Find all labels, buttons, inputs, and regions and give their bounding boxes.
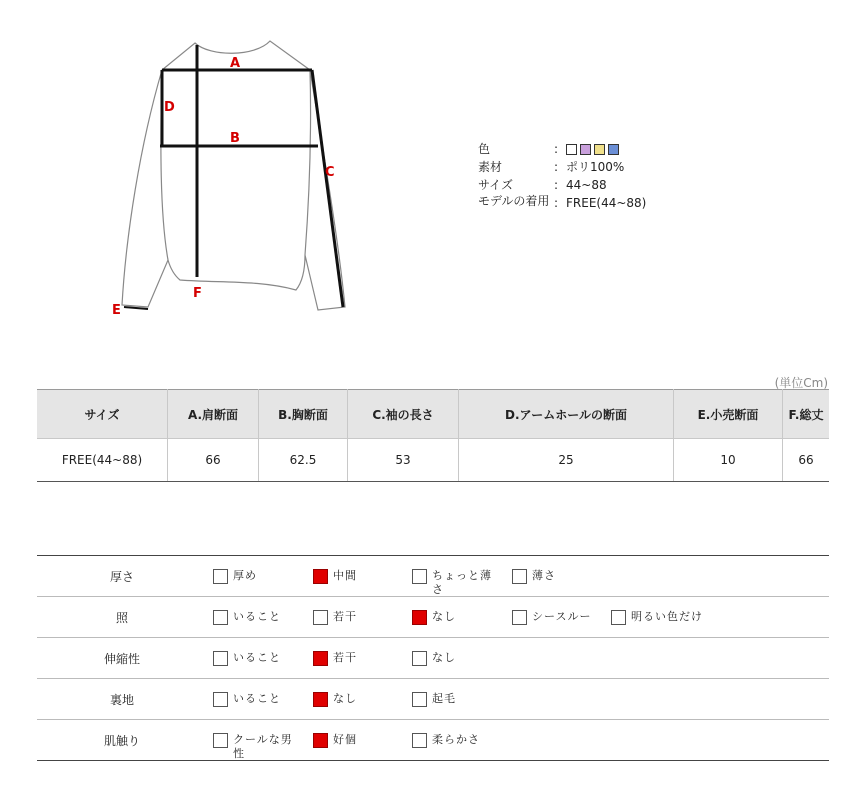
info-row-size [478,176,698,194]
table-cell: 62.5 [259,439,348,482]
color-swatch [580,144,591,155]
option[interactable] [412,569,512,597]
property-checklist [37,555,829,761]
label-a: A [230,56,241,71]
checkbox[interactable] [412,733,427,748]
option-label: いること [233,651,281,664]
option[interactable] [313,692,413,707]
label-b: B [230,131,240,146]
option[interactable] [213,569,313,584]
checkbox[interactable] [412,651,427,666]
info-colon: : [554,160,559,174]
option-label: なし [333,692,357,705]
property-row-stretch [37,638,829,679]
option-label: 厚め [233,569,257,582]
garment-diagram [100,35,360,325]
info-key: 色 [478,142,491,156]
checkbox[interactable] [412,569,427,584]
checkbox[interactable] [512,610,527,625]
option[interactable] [213,733,313,761]
table-cell: 25 [459,439,674,482]
option[interactable] [213,651,313,666]
option[interactable] [412,692,512,707]
property-label: 伸縮性 [103,652,140,666]
option-label: ちょっと薄さ [432,569,492,596]
checkbox[interactable] [611,610,626,625]
checkbox[interactable] [313,733,328,748]
header-cell: D.アームホールの断面 [459,390,674,439]
table-cell: 10 [674,439,783,482]
option[interactable] [313,651,413,666]
label-f: F [193,286,202,301]
checkbox[interactable] [412,692,427,707]
info-colon: : [554,142,559,156]
table-row [37,439,829,482]
checkbox[interactable] [213,569,228,584]
option[interactable] [412,733,512,748]
option-label: なし [432,610,456,623]
checkbox[interactable] [313,692,328,707]
info-value: ポリ100% [566,160,625,174]
measure-line-c [312,70,343,307]
checkbox[interactable] [313,610,328,625]
header-cell: F.総丈 [783,390,830,439]
option[interactable] [313,733,413,748]
info-value: 44~88 [566,178,607,192]
checkbox[interactable] [213,733,228,748]
option-label: いること [233,692,281,705]
option-label: 薄さ [532,569,556,582]
info-row-color [478,140,698,158]
info-colon: : [554,196,559,210]
table-cell: 66 [783,439,830,482]
info-value: FREE(44~88) [566,196,647,210]
option-label: 若干 [333,610,357,623]
checkbox[interactable] [213,651,228,666]
label-e: E [112,303,121,318]
size-table [37,389,829,482]
option-label: 起毛 [432,692,456,705]
header-cell: C.袖の長さ [348,390,459,439]
product-info [478,140,698,212]
option-label: シースルー [532,610,592,623]
checkbox[interactable] [213,610,228,625]
checkbox[interactable] [412,610,427,625]
table-cell: FREE(44~88) [37,439,168,482]
checkbox[interactable] [313,651,328,666]
color-swatch [608,144,619,155]
header-cell: A.肩断面 [168,390,259,439]
size-table-header [37,390,829,439]
table-cell: 66 [168,439,259,482]
header-cell: E.小売断面 [674,390,783,439]
property-label: 肌触り [103,734,140,748]
option[interactable] [313,610,413,625]
info-row-material [478,158,698,176]
option[interactable] [412,610,512,625]
color-swatch [594,144,605,155]
info-key: モデルの着用 [478,194,550,208]
property-label: 厚さ [109,570,134,584]
option[interactable] [611,610,731,625]
property-row-texture [37,720,829,761]
header-cell: B.胸断面 [259,390,348,439]
info-colon: : [554,178,559,192]
option-label: クールな男性 [233,733,293,760]
checkbox[interactable] [313,569,328,584]
property-label: 裏地 [109,693,134,707]
unit-label: (単位Cm) [774,376,828,390]
label-c: C [325,165,335,180]
header-cell: サイズ [37,390,168,439]
property-row-thickness [37,556,829,597]
checkbox[interactable] [512,569,527,584]
option-label: なし [432,651,456,664]
property-label: 照 [115,611,128,625]
option[interactable] [213,610,313,625]
info-row-model [478,194,698,212]
label-d: D [164,100,175,115]
property-row-sheerness [37,597,829,638]
option-label: 中間 [333,569,357,582]
color-swatch [566,144,577,155]
option-label: いること [233,610,281,623]
table-cell: 53 [348,439,459,482]
option-label: 柔らかさ [432,733,480,746]
option[interactable] [512,569,612,584]
option-label: 好個 [333,733,357,746]
info-key: サイズ [478,178,514,192]
option[interactable] [213,692,313,707]
option-label: 若干 [333,651,357,664]
property-row-lining [37,679,829,720]
option[interactable] [313,569,413,584]
checkbox[interactable] [213,692,228,707]
info-key: 素材 [478,160,503,174]
sweater-outline [100,35,360,325]
option-label: 明るい色だけ [631,610,703,623]
option[interactable] [512,610,612,625]
option[interactable] [412,651,512,666]
color-swatches [566,140,698,158]
